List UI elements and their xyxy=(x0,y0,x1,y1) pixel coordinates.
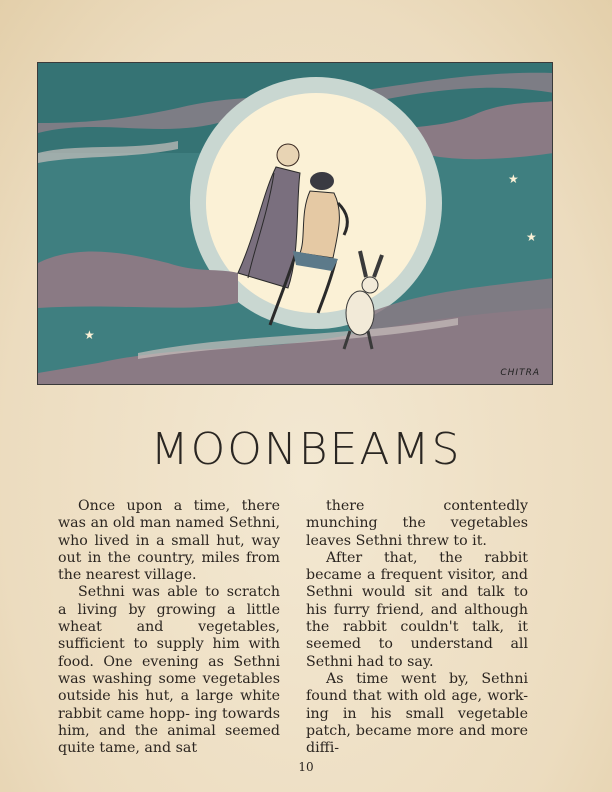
paragraph: Once upon a time, there was an old man named Sethni, who lived in a small hut, way out in the country, miles from the nearest village. xyxy=(58,498,280,584)
text-column-right xyxy=(306,498,528,757)
story-illustration xyxy=(37,62,553,385)
text-column-left xyxy=(58,498,280,757)
artist-signature: CHITRA xyxy=(500,368,540,378)
story-title: MOONBEAMS xyxy=(150,424,462,475)
svg-text:★: ★ xyxy=(508,172,519,186)
svg-text:★: ★ xyxy=(526,230,537,244)
svg-text:★: ★ xyxy=(84,328,95,342)
paragraph: Sethni was able to scratch a living by growing a little wheat and vegetables, sufficient to supply him with food. One evening as Sethni was washing some vegetables outside his hut, a large white rabbit came hopp- ing towards him, and the animal seemed quite tame, and sat xyxy=(58,584,280,757)
paragraph: there contentedly munching the vegetables leaves Sethni threw to it. xyxy=(306,498,528,549)
page-number: 10 xyxy=(298,760,314,774)
paragraph: After that, the rabbit became a frequent visitor, and Sethni would sit and talk to his furry friend, and although the rabbit couldn't talk, it seemed to understand all Sethni had to say. xyxy=(306,549,528,670)
paragraph: As time went by, Sethni found that with old age, work- ing in his small vegetable patch, became more and more diffi- xyxy=(306,670,528,757)
moon-scene-picture xyxy=(38,63,553,385)
